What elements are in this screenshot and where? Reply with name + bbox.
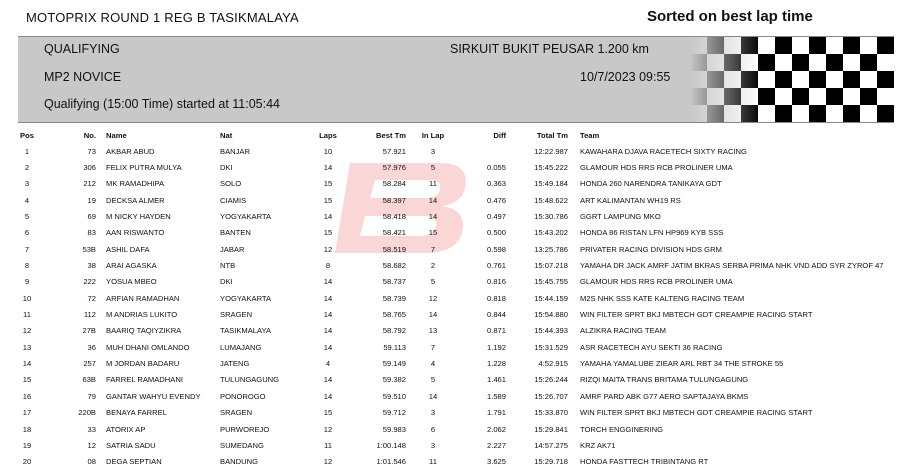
nationality-cell: TULUNGAGUNG bbox=[220, 375, 280, 385]
total-time-cell: 4:52.915 bbox=[538, 359, 568, 369]
best-time-cell: 57.921 bbox=[382, 146, 406, 156]
total-time-cell: 15:45.222 bbox=[534, 163, 568, 173]
session-name: QUALIFYING bbox=[44, 42, 120, 56]
team-cell: HONDA 86 RISTAN LFN HP969 KYB SSS bbox=[580, 228, 724, 238]
in-lap-cell: 6 bbox=[430, 424, 436, 434]
table-row bbox=[10, 421, 900, 437]
circuit-name: SIRKUIT BUKIT PEUSAR 1.200 km bbox=[450, 42, 649, 56]
nationality-cell: SOLO bbox=[220, 179, 242, 189]
session-banner bbox=[18, 36, 894, 123]
total-time-cell: 15:29.841 bbox=[534, 424, 568, 434]
total-time-cell: 15:33.870 bbox=[534, 408, 568, 418]
nationality-cell: DKI bbox=[220, 277, 233, 287]
number-cell: 33 bbox=[87, 424, 96, 434]
number-cell: 53B bbox=[82, 244, 96, 254]
laps-cell: 10 bbox=[323, 146, 333, 156]
laps-cell: 15 bbox=[323, 228, 333, 238]
nationality-cell: SUMEDANG bbox=[220, 440, 264, 450]
number-cell: 63B bbox=[82, 375, 96, 385]
total-time-cell: 15:54.880 bbox=[534, 310, 568, 320]
pos-cell: 9 bbox=[24, 277, 30, 287]
total-time-cell: 15:26.244 bbox=[534, 375, 568, 385]
rider-name-cell: ARFIAN RAMADHAN bbox=[106, 293, 180, 303]
number-cell: 38 bbox=[87, 261, 96, 271]
diff-cell: 1.791 bbox=[486, 408, 506, 418]
table-row bbox=[10, 372, 900, 388]
nationality-cell: JATENG bbox=[220, 359, 250, 369]
rider-name-cell: BAARIQ TAQIYZIKRA bbox=[106, 326, 182, 336]
laps-cell: 14 bbox=[323, 212, 333, 222]
col-laps: Laps bbox=[319, 130, 337, 140]
table-row bbox=[10, 241, 900, 257]
rider-name-cell: YOSUA MBEO bbox=[106, 277, 157, 287]
team-cell: HONDA 260 NARENDRA TANIKAYA GDT bbox=[580, 179, 722, 189]
diff-cell: 2.062 bbox=[486, 424, 506, 434]
nationality-cell: SRAGEN bbox=[220, 310, 253, 320]
pos-cell: 18 bbox=[22, 424, 32, 434]
diff-cell: 0.598 bbox=[486, 244, 506, 254]
in-lap-cell: 11 bbox=[429, 179, 437, 189]
diff-cell: 0.363 bbox=[486, 179, 506, 189]
best-time-cell: 1:00.148 bbox=[376, 440, 406, 450]
team-cell: GLAMOUR HDS RRS RCB PROLINER UMA bbox=[580, 277, 733, 287]
in-lap-cell: 14 bbox=[428, 212, 438, 222]
in-lap-cell: 5 bbox=[430, 375, 436, 385]
best-time-cell: 59.113 bbox=[383, 342, 406, 352]
nationality-cell: PURWOREJO bbox=[220, 424, 270, 434]
col-team: Team bbox=[580, 130, 600, 140]
laps-cell: 15 bbox=[323, 195, 333, 205]
col-pos: Pos bbox=[20, 130, 34, 140]
diff-cell: 0.871 bbox=[486, 326, 506, 336]
pos-cell: 6 bbox=[24, 228, 30, 238]
sort-note: Sorted on best lap time bbox=[647, 8, 813, 25]
total-time-cell: 13:25.786 bbox=[534, 244, 568, 254]
team-cell: AMRF PARD ABK G77 AERO SAPTAJAYA BKMS bbox=[580, 391, 749, 401]
total-time-cell: 15:44.393 bbox=[534, 326, 568, 336]
team-cell: ALZIKRA RACING TEAM bbox=[580, 326, 666, 336]
pos-cell: 11 bbox=[23, 310, 31, 320]
diff-cell: 0.816 bbox=[486, 277, 506, 287]
total-time-cell: 15:07.218 bbox=[534, 261, 568, 271]
team-cell: KRZ AK71 bbox=[580, 440, 616, 450]
pos-cell: 14 bbox=[22, 359, 32, 369]
nationality-cell: BANJAR bbox=[220, 146, 250, 156]
nationality-cell: YOGYAKARTA bbox=[220, 212, 272, 222]
best-time-cell: 58.765 bbox=[382, 310, 406, 320]
best-time-cell: 57.976 bbox=[382, 163, 406, 173]
number-cell: 257 bbox=[83, 359, 96, 369]
team-cell: KAWAHARA DJAVA RACETECH SIXTY RACING bbox=[580, 146, 747, 156]
table-row bbox=[10, 454, 900, 470]
col-total: Total Tm bbox=[536, 130, 568, 140]
in-lap-cell: 14 bbox=[428, 391, 438, 401]
nationality-cell: DKI bbox=[220, 163, 233, 173]
pos-cell: 10 bbox=[22, 293, 32, 303]
total-time-cell: 12:22.987 bbox=[534, 146, 568, 156]
pos-cell: 12 bbox=[22, 326, 32, 336]
rider-name-cell: DECKSA ALMER bbox=[106, 195, 165, 205]
nationality-cell: NTB bbox=[220, 261, 236, 271]
session-datetime: 10/7/2023 09:55 bbox=[580, 70, 671, 84]
rider-name-cell: AAN RISWANTO bbox=[106, 228, 165, 238]
results-body bbox=[10, 143, 900, 470]
col-inlap: In Lap bbox=[421, 130, 445, 140]
table-row bbox=[10, 355, 900, 371]
rider-name-cell: DEGA SEPTIAN bbox=[106, 457, 162, 467]
in-lap-cell: 3 bbox=[430, 440, 436, 450]
best-time-cell: 58.284 bbox=[382, 179, 406, 189]
nationality-cell: CIAMIS bbox=[220, 195, 247, 205]
table-row bbox=[10, 159, 900, 175]
best-time-cell: 59.712 bbox=[382, 408, 406, 418]
in-lap-cell: 3 bbox=[430, 408, 436, 418]
total-time-cell: 15:48.622 bbox=[534, 195, 568, 205]
best-time-cell: 1:01.546 bbox=[376, 457, 406, 467]
checkered-flag-icon bbox=[690, 37, 894, 122]
diff-cell: 0.844 bbox=[486, 310, 506, 320]
in-lap-cell: 2 bbox=[430, 261, 436, 271]
in-lap-cell: 14 bbox=[428, 310, 438, 320]
rider-name-cell: M NICKY HAYDEN bbox=[106, 212, 171, 222]
pos-cell: 3 bbox=[24, 179, 30, 189]
laps-cell: 14 bbox=[323, 326, 333, 336]
best-time-cell: 58.792 bbox=[382, 326, 406, 336]
best-time-cell: 58.397 bbox=[382, 195, 406, 205]
number-cell: 27B bbox=[82, 326, 96, 336]
in-lap-cell: 13 bbox=[428, 326, 438, 336]
table-row bbox=[10, 225, 900, 241]
total-time-cell: 15:43.202 bbox=[534, 228, 568, 238]
total-time-cell: 15:26.707 bbox=[534, 391, 568, 401]
laps-cell: 14 bbox=[323, 342, 333, 352]
pos-cell: 16 bbox=[22, 391, 32, 401]
diff-cell: 0.476 bbox=[486, 195, 506, 205]
rider-name-cell: SATRIA SADU bbox=[106, 440, 156, 450]
diff-cell: 1.192 bbox=[486, 342, 506, 352]
best-time-cell: 58.682 bbox=[382, 261, 406, 271]
pos-cell: 5 bbox=[24, 212, 30, 222]
in-lap-cell: 14 bbox=[428, 195, 438, 205]
diff-cell: 2.227 bbox=[486, 440, 506, 450]
rider-name-cell: FELIX PUTRA MULYA bbox=[106, 163, 182, 173]
pos-cell: 19 bbox=[22, 440, 32, 450]
diff-cell: 1.461 bbox=[486, 375, 506, 385]
laps-cell: 14 bbox=[323, 163, 333, 173]
rider-name-cell: AKBAR ABUD bbox=[106, 146, 155, 156]
in-lap-cell: 4 bbox=[430, 359, 436, 369]
rider-name-cell: MK RAMADHIPA bbox=[106, 179, 165, 189]
laps-cell: 15 bbox=[323, 179, 333, 189]
diff-cell: 0.500 bbox=[486, 228, 506, 238]
table-row bbox=[10, 290, 900, 306]
event-title: MOTOPRIX ROUND 1 REG B TASIKMALAYA bbox=[26, 10, 299, 25]
pos-cell: 15 bbox=[22, 375, 32, 385]
team-cell: TORCH ENGGINERING bbox=[580, 424, 663, 434]
table-row bbox=[10, 388, 900, 404]
col-no: No. bbox=[83, 130, 96, 140]
col-diff: Diff bbox=[493, 130, 506, 140]
rider-name-cell: FARREL RAMADHANI bbox=[106, 375, 183, 385]
best-time-cell: 59.149 bbox=[382, 359, 406, 369]
table-row bbox=[10, 192, 900, 208]
best-time-cell: 58.739 bbox=[382, 293, 406, 303]
laps-cell: 14 bbox=[323, 375, 333, 385]
team-cell: GGRT LAMPUNG MKO bbox=[580, 212, 661, 222]
class-name: MP2 NOVICE bbox=[44, 70, 122, 84]
laps-cell: 14 bbox=[323, 277, 333, 287]
team-cell: GLAMOUR HDS RRS RCB PROLINER UMA bbox=[580, 163, 733, 173]
diff-cell: 1.589 bbox=[486, 391, 506, 401]
in-lap-cell: 12 bbox=[428, 293, 438, 303]
number-cell: 306 bbox=[83, 163, 96, 173]
header-row bbox=[10, 127, 900, 143]
total-time-cell: 14:57.275 bbox=[534, 440, 568, 450]
rider-name-cell: ARAI AGASKA bbox=[106, 261, 157, 271]
pos-cell: 1 bbox=[24, 146, 30, 156]
diff-cell: 3.625 bbox=[486, 457, 506, 467]
table-row bbox=[10, 176, 900, 192]
best-time-cell: 58.418 bbox=[382, 212, 406, 222]
laps-cell: 14 bbox=[323, 310, 333, 320]
nationality-cell: BANTEN bbox=[220, 228, 251, 238]
rider-name-cell: MUH DHANI OMLANDO bbox=[106, 342, 190, 352]
nationality-cell: YOGYAKARTA bbox=[220, 293, 272, 303]
total-time-cell: 15:45.755 bbox=[534, 277, 568, 287]
team-cell: PRIVATER RACING DIVISION HDS GRM bbox=[580, 244, 722, 254]
best-time-cell: 58.737 bbox=[382, 277, 406, 287]
team-cell: RIZQI MAITA TRANS BRITAMA TULUNGAGUNG bbox=[580, 375, 749, 385]
rider-name-cell: M ANDRIAS LUKITO bbox=[106, 310, 178, 320]
team-cell: WIN FILTER SPRT BKJ MBTECH GDT CREAMPIE RACING START bbox=[580, 310, 813, 320]
laps-cell: 4 bbox=[325, 359, 331, 369]
total-time-cell: 15:49.184 bbox=[534, 179, 568, 189]
rider-name-cell: M JORDAN BADARU bbox=[106, 359, 180, 369]
table-row bbox=[10, 257, 900, 273]
laps-cell: 14 bbox=[323, 293, 333, 303]
number-cell: 69 bbox=[87, 212, 96, 222]
laps-cell: 12 bbox=[323, 457, 333, 467]
laps-cell: 12 bbox=[323, 244, 333, 254]
number-cell: 112 bbox=[83, 310, 96, 320]
number-cell: 79 bbox=[87, 391, 96, 401]
rider-name-cell: GANTAR WAHYU EVENDY bbox=[106, 391, 201, 401]
number-cell: 19 bbox=[87, 195, 96, 205]
laps-cell: 15 bbox=[323, 408, 333, 418]
diff-cell bbox=[460, 143, 506, 159]
best-time-cell: 59.983 bbox=[382, 424, 406, 434]
session-started: Qualifying (15:00 Time) started at 11:05:44 bbox=[44, 97, 281, 111]
in-lap-cell: 15 bbox=[428, 228, 438, 238]
pos-cell: 20 bbox=[22, 457, 32, 467]
nationality-cell: PONOROGO bbox=[220, 391, 266, 401]
number-cell: 36 bbox=[87, 342, 96, 352]
number-cell: 222 bbox=[83, 277, 96, 287]
diff-cell: 0.818 bbox=[486, 293, 506, 303]
in-lap-cell: 7 bbox=[430, 244, 436, 254]
pos-cell: 2 bbox=[24, 163, 30, 173]
table-row bbox=[10, 208, 900, 224]
diff-cell: 0.055 bbox=[486, 163, 506, 173]
pos-cell: 4 bbox=[24, 195, 30, 205]
col-name: Name bbox=[106, 130, 127, 140]
in-lap-cell: 3 bbox=[430, 146, 436, 156]
nationality-cell: JABAR bbox=[220, 244, 245, 254]
team-cell: ART KALIMANTAN WH19 RS bbox=[580, 195, 681, 205]
best-time-cell: 59.510 bbox=[382, 391, 406, 401]
pos-cell: 8 bbox=[24, 261, 30, 271]
rider-name-cell: BENAYA FARREL bbox=[106, 408, 167, 418]
diff-cell: 1.228 bbox=[486, 359, 506, 369]
number-cell: 12 bbox=[87, 440, 96, 450]
pos-cell: 17 bbox=[22, 408, 32, 418]
best-time-cell: 58.421 bbox=[382, 228, 406, 238]
total-time-cell: 15:30.786 bbox=[534, 212, 568, 222]
number-cell: 83 bbox=[87, 228, 96, 238]
number-cell: 220B bbox=[78, 408, 96, 418]
number-cell: 212 bbox=[83, 179, 96, 189]
best-time-cell: 59.382 bbox=[382, 375, 406, 385]
col-nat: Nat bbox=[220, 130, 233, 140]
best-time-cell: 58.519 bbox=[382, 244, 406, 254]
rider-name-cell: ASHIL DAFA bbox=[106, 244, 150, 254]
laps-cell: 12 bbox=[323, 424, 333, 434]
table-row bbox=[10, 339, 900, 355]
in-lap-cell: 7 bbox=[430, 342, 436, 352]
total-time-cell: 15:29.718 bbox=[534, 457, 568, 467]
team-cell: WIN FILTER SPRT BKJ MBTECH GDT CREAMPIE RACING START bbox=[580, 408, 813, 418]
total-time-cell: 15:44.159 bbox=[534, 293, 568, 303]
results-table bbox=[10, 127, 900, 470]
rider-name-cell: ATORIX AP bbox=[106, 424, 146, 434]
team-cell: HONDA FASTTECH TRIBINTANG RT bbox=[580, 457, 709, 467]
in-lap-cell: 5 bbox=[430, 163, 436, 173]
laps-cell: 8 bbox=[325, 261, 331, 271]
in-lap-cell: 5 bbox=[430, 277, 436, 287]
nationality-cell: TASIKMALAYA bbox=[220, 326, 272, 336]
table-row bbox=[10, 274, 900, 290]
laps-cell: 11 bbox=[324, 440, 332, 450]
team-cell: ASR RACETECH AYU SEKTI 36 RACING bbox=[580, 342, 723, 352]
table-row bbox=[10, 405, 900, 421]
number-cell: 08 bbox=[87, 457, 96, 467]
table-row bbox=[10, 143, 900, 159]
diff-cell: 0.497 bbox=[486, 212, 506, 222]
in-lap-cell: 11 bbox=[429, 457, 437, 467]
nationality-cell: SRAGEN bbox=[220, 408, 253, 418]
table-row bbox=[10, 437, 900, 453]
nationality-cell: BANDUNG bbox=[220, 457, 258, 467]
table-row bbox=[10, 323, 900, 339]
diff-cell: 0.761 bbox=[486, 261, 506, 271]
team-cell: M2S NHK SSS KATE KALTENG RACING TEAM bbox=[580, 293, 745, 303]
laps-cell: 14 bbox=[323, 391, 333, 401]
team-cell: YAMAHA DR JACK AMRF JATIM BKRAS SERBA PRIMA NHK VND ADD SYR ZYROF 47 bbox=[580, 261, 884, 271]
pos-cell: 7 bbox=[24, 244, 30, 254]
total-time-cell: 15:31.529 bbox=[534, 342, 568, 352]
col-best: Best Tm bbox=[376, 130, 406, 140]
pos-cell: 13 bbox=[22, 342, 32, 352]
team-cell: YAMAHA YAMALUBE ZIEAR ARL RBT 34 THE STROKE 55 bbox=[580, 359, 784, 369]
nationality-cell: LUMAJANG bbox=[220, 342, 262, 352]
number-cell: 73 bbox=[87, 146, 96, 156]
number-cell: 72 bbox=[87, 293, 96, 303]
table-row bbox=[10, 306, 900, 322]
